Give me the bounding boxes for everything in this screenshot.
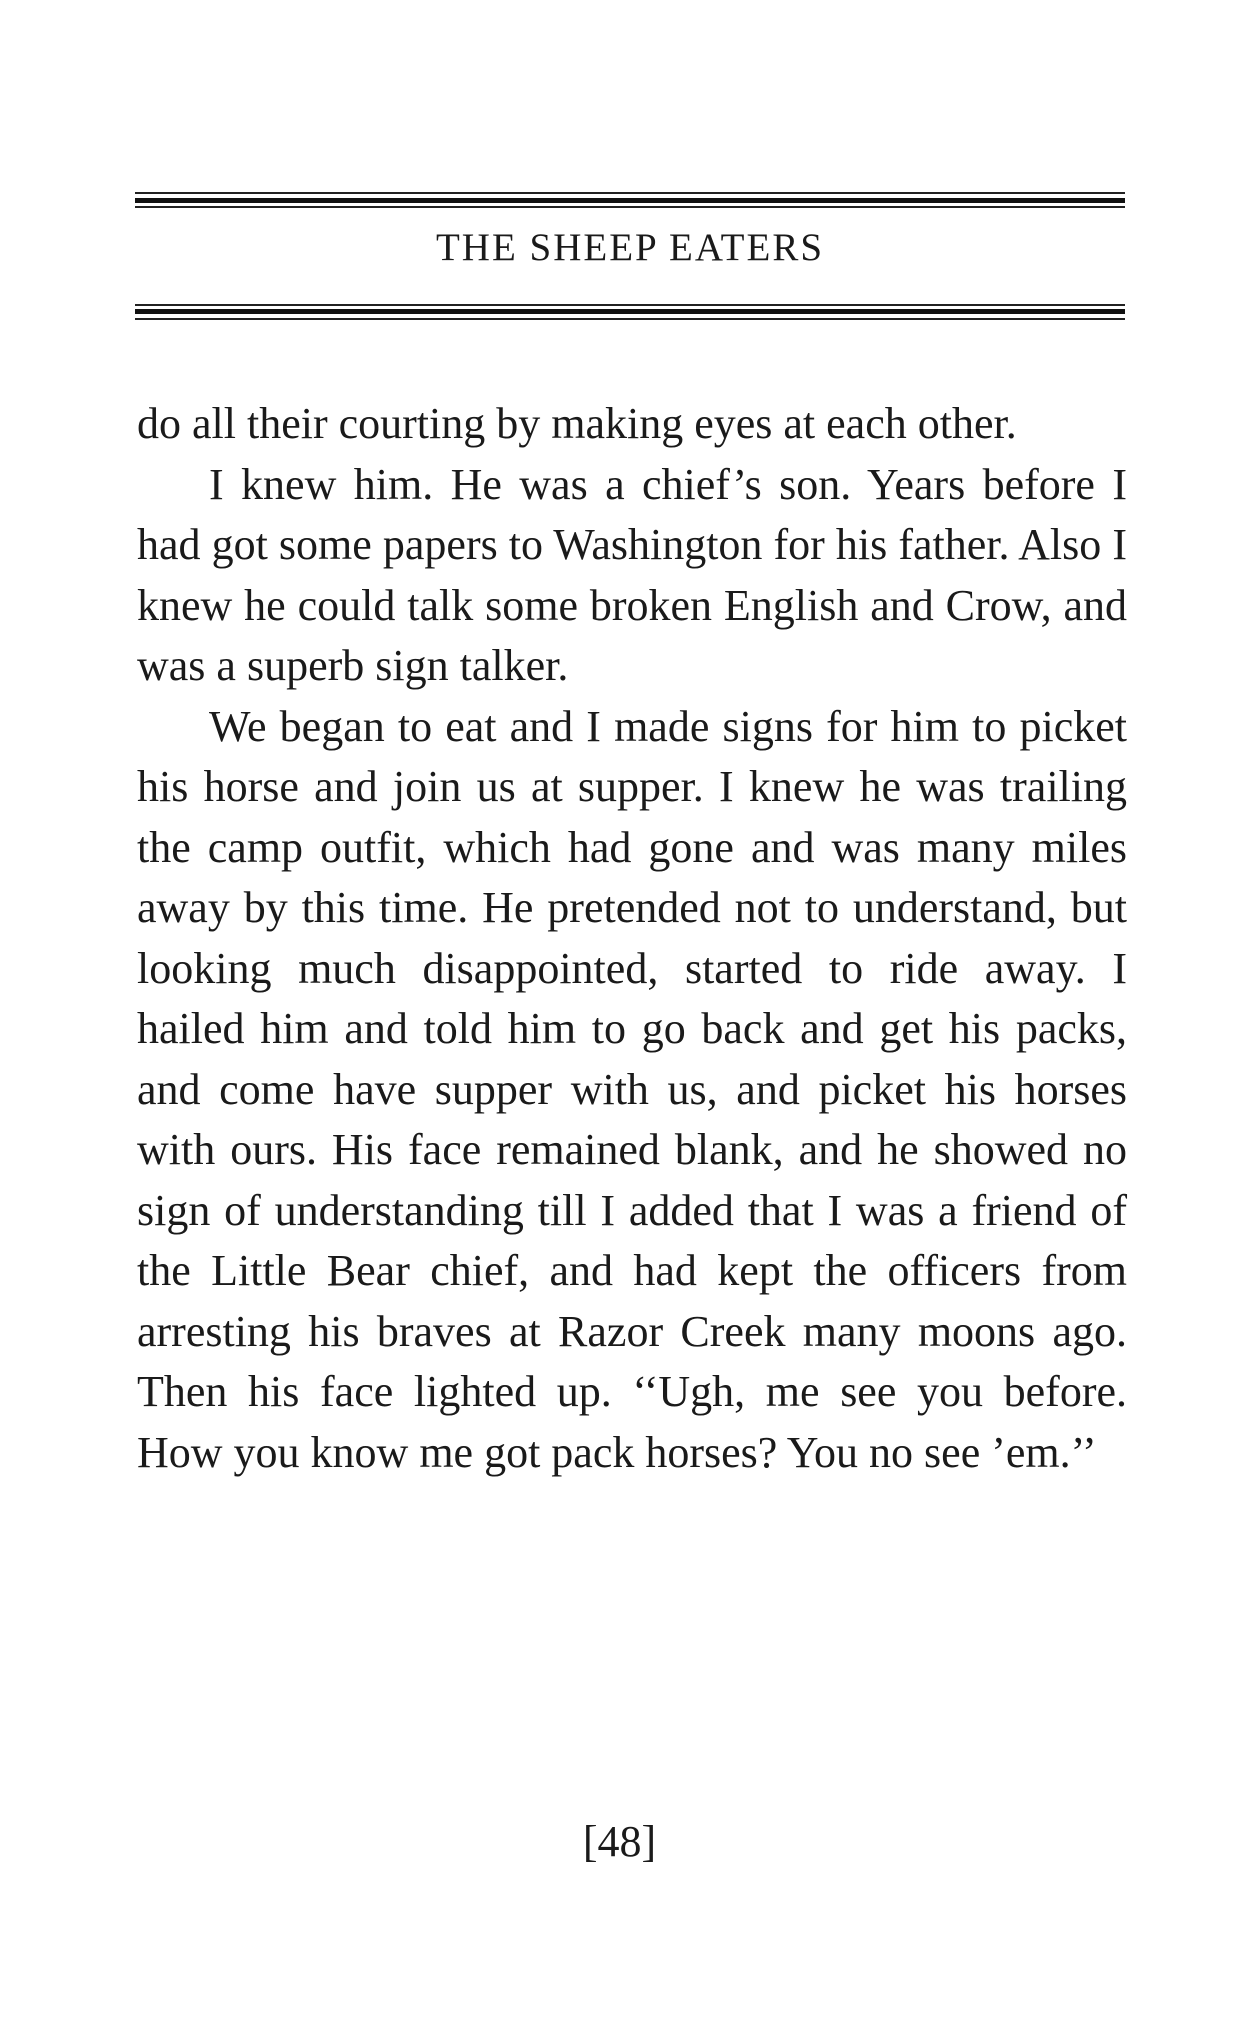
page-number: [48] (582, 1817, 657, 1866)
header-rule-top (135, 192, 1125, 208)
paragraph: I knew him. He was a chief’s son. Years before I had got some papers to Washington for his father. Also I knew he could talk some broken English and Crow, and was a superb sign talker. (137, 459, 1127, 690)
header-rule-bottom (135, 304, 1125, 320)
paragraph: We began to eat and I made signs for him to picket his horse and join us at supper. I knew he was trailing the camp outfit, which had gone and was many miles away by this time. He pretended not to understand, but looking much disappointed, started to ride away. I hailed him and told him to go back and get his packs, and come have supper with us, and picket his horses with ours. His face remained blank, and he showed no sign of understanding till I added that I was a friend of the Little Bear chief, and had kept the officers from arresting his braves at Razor Creek many moons ago. Then his face lighted up. ‘‘Ugh, me see you before. How you know me got pack horses? You no see ’em.’’ (137, 701, 1127, 1477)
running-head: THE SHEEP EATERS (435, 226, 825, 269)
body-text (137, 394, 1127, 1483)
paragraph: do all their courting by making eyes at each other. (137, 399, 1017, 448)
